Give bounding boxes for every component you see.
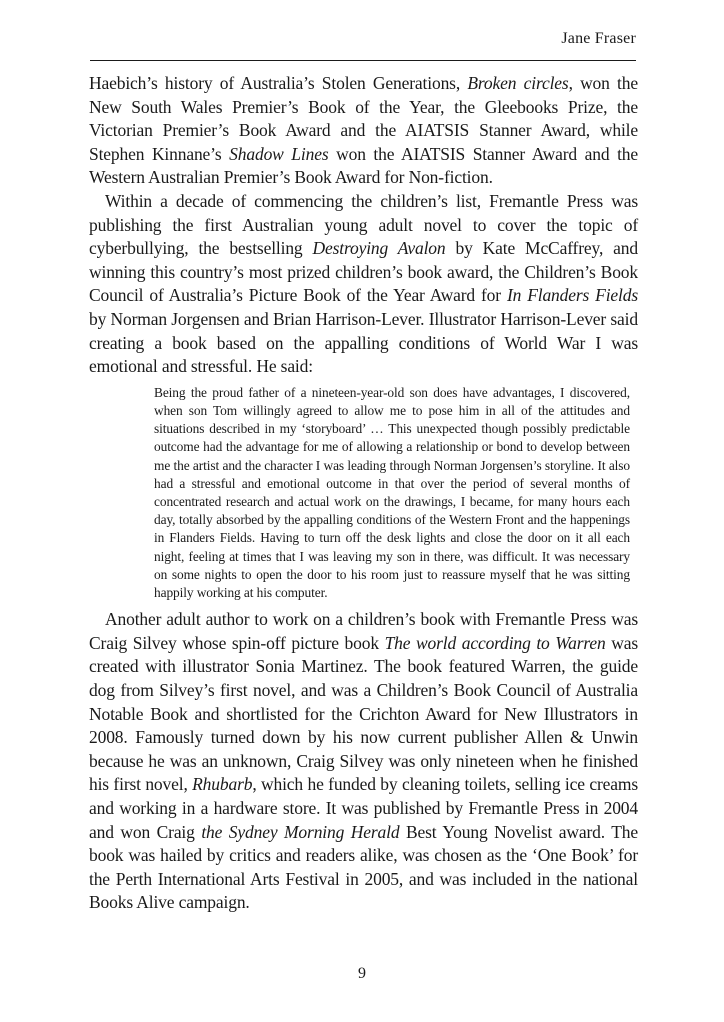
body-text (89, 72, 638, 915)
italic-title: The world according to Warren (384, 632, 606, 653)
paragraph-3: Another adult author to work on a children’s book with Fremantle Press was Craig Silvey whose spin-off picture book The world according to Warren was created with illustrator Sonia Martinez. The book featured Warren, the guide dog from Silvey’s first novel, and was a Children’s Book Council of Australia Notable Book and shortlisted for the Crichton Award for New Illustrators in 2008. Famously turned down by his now current publisher Allen & Unwin because he was an unknown, Craig Silvey was only nineteen when he finished his first novel, Rhubarb, which he funded by cleaning toilets, selling ice creams and working in a hardware store. It was published by Fremantle Press in 2004 and won Craig the Sydney Morning Herald Best Young Novelist award. The book was hailed by critics and readers alike, was chosen as the ‘One Book’ for the Perth International Arts Festival in 2005, and was included in the national Books Alive campaign. (89, 609, 638, 913)
italic-title: Broken circles (467, 73, 569, 93)
paragraph-2: Within a decade of commencing the children’s list, Fremantle Press was publishing the first Australian young adult novel to cover the topic of cyberbullying, the bestselling Destroying Avalon by Kate McCaffrey, and winning this country’s most prized children’s book award, the Children’s Book Council of Australia’s Picture Book of the Year Award for In Flanders Fields by Norman Jorgensen and Brian Harrison-Lever. Illustrator Harrison-Lever said creating a book based on the appalling conditions of World War I was emotional and stressful. He said: (89, 190, 639, 377)
italic-title: Rhubarb (192, 774, 253, 795)
running-head: Jane Fraser (561, 30, 636, 47)
italic-title: Destroying Avalon (312, 238, 446, 259)
italic-title: In Flanders Fields (506, 285, 639, 306)
header-rule (90, 60, 636, 61)
italic-title: the Sydney Morning Herald (201, 821, 400, 842)
page-number: 9 (358, 965, 366, 982)
paragraph-1: Haebich’s history of Australia’s Stolen Generations, Broken circles, won the New South Wales Premier’s Book of the Year, the Gleebooks Prize, the Victorian Premier’s Book Award and the AIATSIS Stanner Award, while Stephen Kinnane’s Shadow Lines won the AIATSIS Stanner Award and the Western Australian Premier’s Book Award for Non-fiction. (89, 73, 638, 188)
block-quote: Being the proud father of a nineteen-year-old son does have advantages, I discovered, when son Tom willingly agreed to allow me to pose him in all of the attitudes and situations described in my ‘storyboard’ … This unexpected though possibly predictable outcome had the advantage for me of allowing a relationship or bond to develop between me the artist and the character I was leading through Norman Jorgensen’s storyline. It also had a stressful and emotional outcome in that over the period of several months of concentrated research and actual work on the drawings, I became, for many hours each day, totally absorbed by the appalling conditions of the Western Front and the happenings in Flanders Fields. Having to turn off the desk lights and close the door on it all each night, feeling at times that I was leaving my son in there, was difficult. It was necessary on some nights to open the door to his room just to reassure myself that he was sitting happily working at his computer. (154, 384, 630, 600)
italic-title: Shadow Lines (229, 143, 329, 164)
